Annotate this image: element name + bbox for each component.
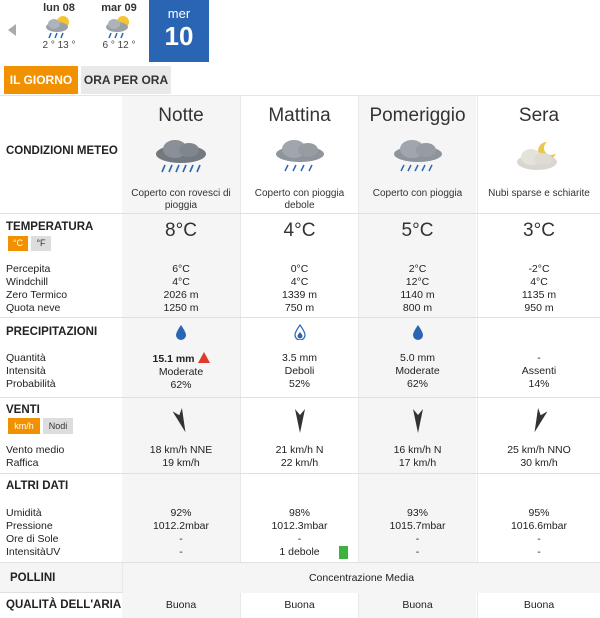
unit-fahrenheit-button[interactable]: °F xyxy=(31,236,51,251)
pollen-label: POLLINI xyxy=(10,572,56,584)
temperature-label: TEMPERATURA xyxy=(6,221,94,233)
wind-row: VENTI km/h Nodi Vento medio Raffica 18 km/h NNE 19 km/h 21 km/h N 22 km/h 16 km/h N 17 km/h 25 km/h NNO 30 km/h xyxy=(0,398,600,474)
day-temps: 6 ° 12 ° xyxy=(102,40,136,51)
wind-direction-arrow-icon xyxy=(410,406,426,434)
day-card-mar-09[interactable] xyxy=(90,0,148,62)
temperature-row: TEMPERATURA °C °F Percepita Windchill Zero Termico Quota neve 8°C 6°C 4°C 2026 m 1250 m 4°C 0°C 4°C 1339 m 750 m 5°C 2°C 12°C 1140 m 800 m 3°C -2°C 4°C 1135 m 950 m xyxy=(0,214,600,318)
partly-cloudy-moon-icon xyxy=(511,138,567,183)
day-name: mar 09 xyxy=(101,2,137,14)
wind-direction-arrow-icon xyxy=(531,406,547,434)
raindrop-icon xyxy=(175,324,187,340)
rain-cloud-icon xyxy=(272,138,328,183)
pollen-row xyxy=(0,563,600,593)
air-quality-row: QUALITÀ DELL'ARIA Buona Buona Buona Buona xyxy=(0,593,600,618)
rain-cloud-icon xyxy=(390,138,446,183)
warning-icon[interactable] xyxy=(198,352,210,363)
precipitation-quantity: 5.0 mm xyxy=(399,352,435,364)
day-name: mer xyxy=(167,6,191,21)
day-number: 10 xyxy=(164,21,194,51)
period-mattina xyxy=(240,96,358,213)
condition-text: Coperto con pioggia debole xyxy=(254,188,345,211)
wind-direction-arrow-icon xyxy=(173,406,189,434)
other-data-label: ALTRI DATI xyxy=(6,480,69,492)
previous-day-arrow-icon[interactable] xyxy=(8,24,16,36)
period-name: Mattina xyxy=(268,105,331,126)
uv-index-value: 1 debole xyxy=(279,546,320,558)
condition-text: Coperto con rovesci di pioggia xyxy=(131,188,231,211)
condition-text: Coperto con pioggia xyxy=(372,188,463,199)
raindrop-icon xyxy=(412,324,424,340)
wind-label: VENTI xyxy=(6,404,40,416)
conditions-label: CONDIZIONI METEO xyxy=(6,145,118,157)
other-data-row: ALTRI DATI Umidità Pressione Ore di Sole IntensitàUV 92% 1012.2mbar - - 98% 1012.3mbar - 1 debole 93% 1015.7mbar - - 95% 1016.6mbar - - xyxy=(0,474,600,563)
period-sera xyxy=(477,96,600,213)
period-name: Sera xyxy=(518,105,560,126)
temperature-value: 8°C xyxy=(165,220,197,241)
unit-celsius-button[interactable]: °C xyxy=(8,236,28,251)
precipitation-quantity: - xyxy=(537,352,541,364)
unit-knots-button[interactable]: Nodi xyxy=(43,418,73,434)
uv-level-indicator xyxy=(339,546,348,559)
tab-ora-per-ora[interactable]: ORA PER ORA xyxy=(81,66,171,94)
day-temps: 2 ° 13 ° xyxy=(42,40,76,51)
precipitation-quantity: 15.1 mm xyxy=(152,353,195,365)
temperature-sublabels: Percepita Windchill Zero Termico Quota neve xyxy=(6,263,68,314)
heavy-rain-cloud-icon xyxy=(153,138,209,183)
period-pomeriggio xyxy=(358,96,476,213)
precipitation-label: PRECIPITAZIONI xyxy=(6,326,98,338)
precipitation-row: PRECIPITAZIONI Quantità Intensità Probabilità 15.1 mm Moderate 62% 3.5 mm Deboli 52% 5.0 mm Moderate 62% - Assenti 14% xyxy=(0,318,600,398)
unit-kmh-button[interactable]: km/h xyxy=(8,418,40,434)
conditions-row xyxy=(0,96,600,214)
temperature-value: 5°C xyxy=(401,220,434,241)
day-name: lun 08 xyxy=(43,2,75,14)
temperature-value: 3°C xyxy=(523,220,555,241)
temperature-value: 4°C xyxy=(283,220,316,241)
precipitation-quantity: 3.5 mm xyxy=(281,352,317,364)
condition-text: Nubi sparse e schiarite xyxy=(488,188,590,199)
period-name: Pomeriggio xyxy=(369,105,466,126)
wind-direction-arrow-icon xyxy=(292,406,308,434)
pollen-value: Concentrazione Media xyxy=(122,563,600,593)
tab-il-giorno[interactable]: IL GIORNO xyxy=(4,66,78,94)
raindrop-outline-icon xyxy=(294,324,306,340)
view-tabs xyxy=(0,64,600,96)
air-quality-label: QUALITÀ DELL'ARIA xyxy=(6,599,122,611)
rain-cloud-sun-icon xyxy=(28,14,90,40)
rain-cloud-sun-icon xyxy=(90,14,148,40)
period-name: Notte xyxy=(158,105,204,126)
day-card-lun-08[interactable] xyxy=(28,0,90,62)
day-card-mer-10-selected[interactable] xyxy=(149,0,209,62)
day-selector xyxy=(0,0,600,62)
period-notte xyxy=(122,96,240,213)
